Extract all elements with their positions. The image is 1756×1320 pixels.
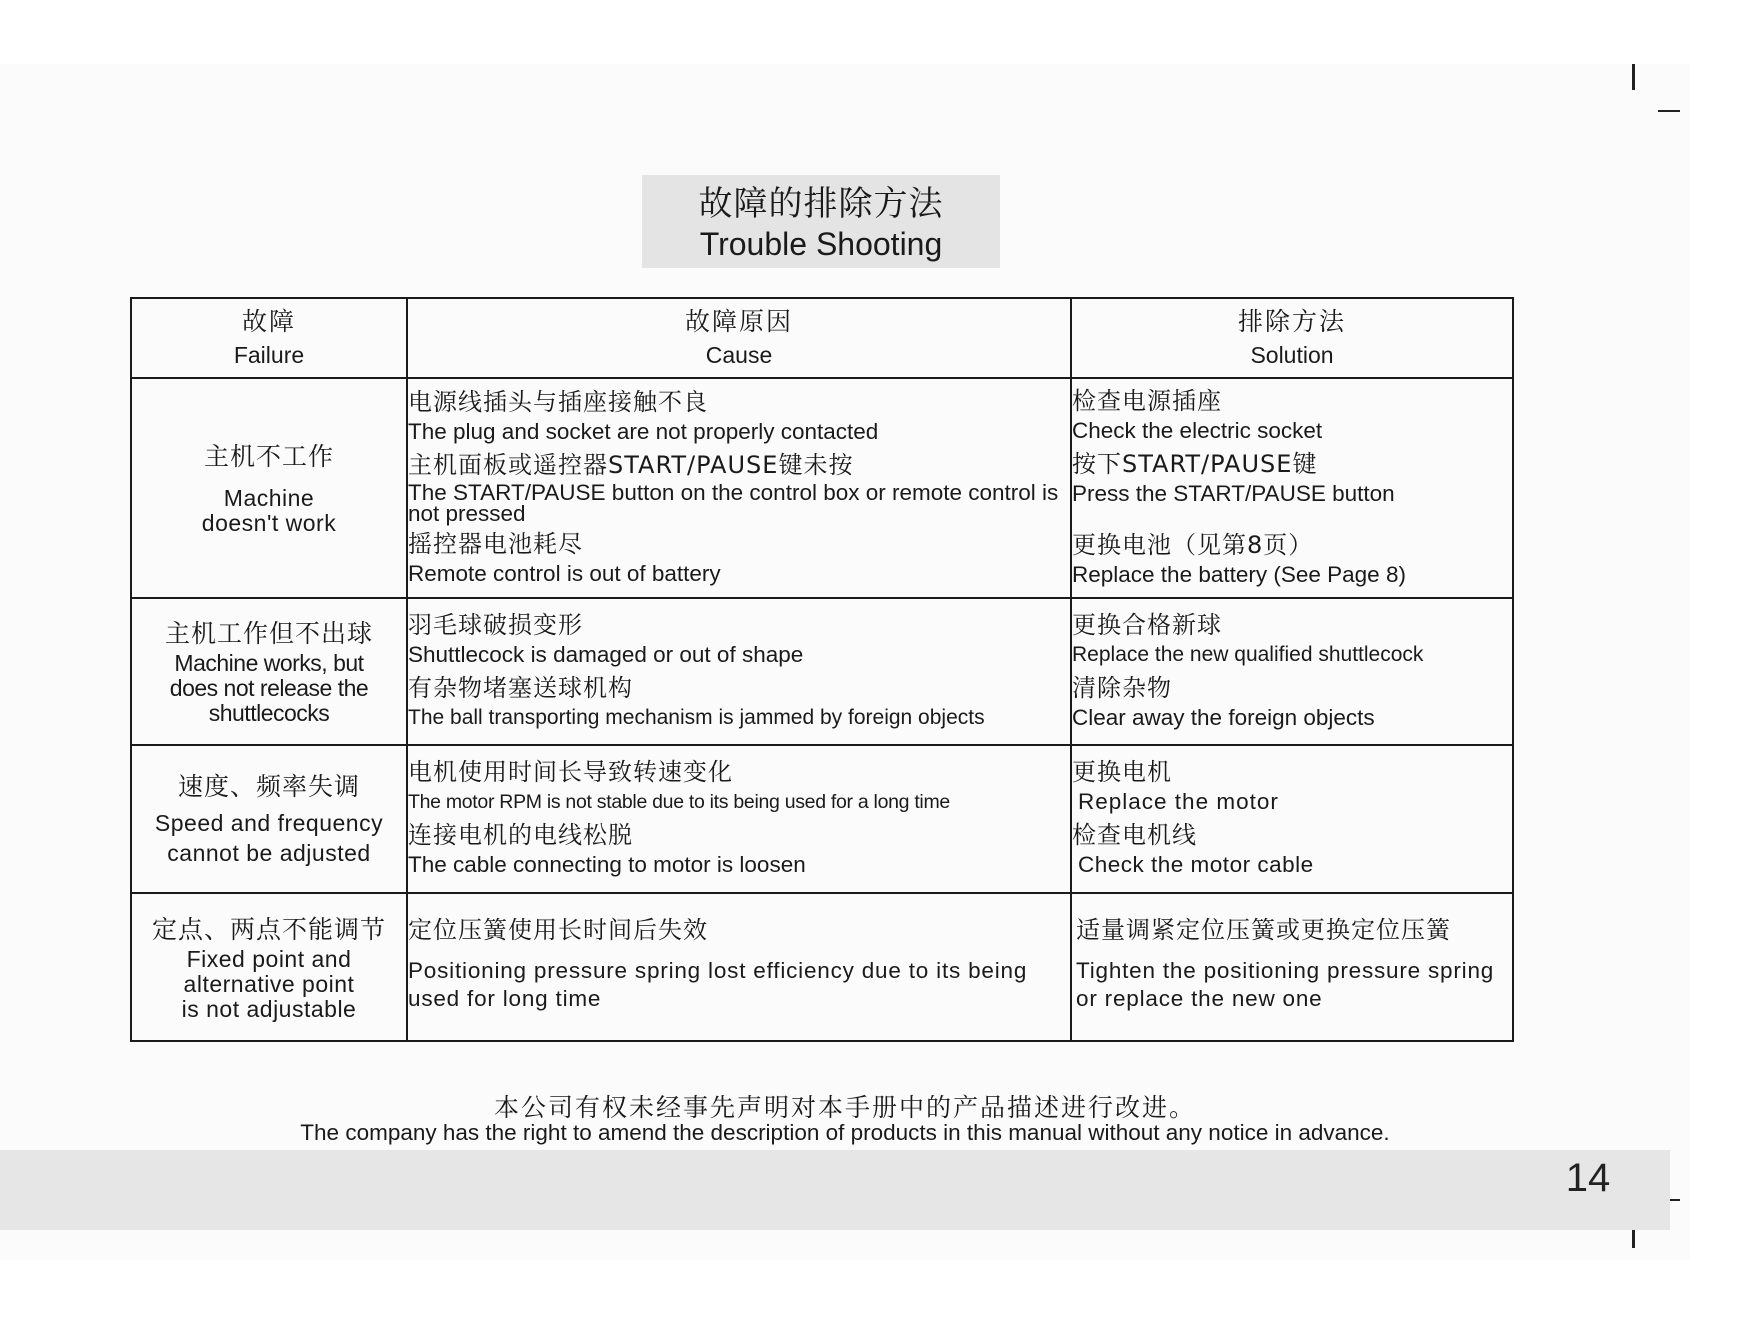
solution-en: Replace the battery (See Page 8) (1072, 561, 1406, 587)
solution-zh: 按下START/PAUSE键 (1072, 449, 1318, 478)
header-failure (131, 298, 407, 378)
failure-en-line: alternative point (183, 970, 355, 997)
cause-zh: 电源线插头与插座接触不良 (408, 387, 708, 416)
solution-zh: 检查电源插座 (1072, 386, 1222, 415)
footer-band (0, 1150, 1670, 1230)
solution-zh: 适量调紧定位压簧或更换定位压簧 (1076, 916, 1451, 944)
page-title (642, 175, 1000, 268)
cause-zh: 有杂物堵塞送球机构 (408, 673, 633, 702)
solution-cell (1071, 745, 1513, 893)
cause-en: Remote control is out of battery (408, 560, 721, 586)
solution-cell (1071, 893, 1513, 1041)
failure-en-line: Fixed point and (186, 945, 352, 972)
failure-zh: 定点、两点不能调节 (151, 914, 386, 944)
cause-zh: 电机使用时间长导致转速变化 (408, 758, 733, 786)
solution-zh: 清除杂物 (1072, 673, 1172, 702)
failure-zh: 主机工作但不出球 (164, 619, 373, 648)
failure-zh: 速度、频率失调 (177, 772, 360, 801)
solution-cell (1071, 598, 1513, 745)
failure-zh: 主机不工作 (203, 442, 334, 471)
header-cause-en: Cause (705, 342, 773, 368)
cause-zh: 摇控器电池耗尽 (408, 529, 583, 558)
crop-mark-top-horizontal (1658, 110, 1680, 112)
cause-zh: 主机面板或遥控器START/PAUSE键未按 (408, 450, 854, 479)
table-row (131, 598, 1513, 745)
failure-en-line: doesn't work (201, 510, 337, 536)
solution-en: Replace the motor (1078, 789, 1279, 814)
header-solution-en: Solution (1250, 342, 1334, 368)
troubleshooting-table (130, 297, 1514, 1042)
failure-en-line: Machine works, but (174, 650, 364, 676)
solution-cell (1071, 378, 1513, 598)
cause-zh: 羽毛球破损变形 (408, 610, 583, 639)
cause-en: The START/PAUSE button on the control box or remote control is not pressed (408, 479, 1059, 526)
failure-en-line: does not release the (169, 675, 369, 701)
footnote-en: The company has the right to amend the description of products in this manual without any notice in advance. (300, 1120, 1390, 1145)
cause-en: Positioning pressure spring lost efficiency due to its being used for long time (408, 958, 1028, 1011)
page-title-zh: 故障的排除方法 (698, 184, 944, 224)
solution-zh: 更换电池（见第8页） (1072, 530, 1314, 559)
table-row (131, 893, 1513, 1041)
cause-cell (407, 893, 1071, 1041)
table-row (131, 745, 1513, 893)
failure-cell (131, 598, 407, 745)
solution-zh: 检查电机线 (1072, 821, 1197, 849)
solution-zh: 更换电机 (1072, 758, 1172, 786)
cause-en: The ball transporting mechanism is jammed by foreign objects (408, 705, 985, 729)
cause-en: The plug and socket are not properly contacted (408, 418, 879, 444)
solution-en: Tighten the positioning pressure spring or replace the new one (1076, 958, 1495, 1011)
solution-en: Check the motor cable (1078, 852, 1314, 877)
solution-en: Clear away the foreign objects (1072, 704, 1375, 730)
page-number: 14 (1565, 1156, 1611, 1200)
failure-cell (131, 893, 407, 1041)
cause-zh: 连接电机的电线松脱 (408, 821, 633, 849)
footnote-zh: 本公司有权未经事先声明对本手册中的产品描述进行改进。 (493, 1093, 1196, 1122)
header-cause (407, 298, 1071, 378)
failure-en-line: Speed and frequency (154, 810, 384, 836)
table-row (131, 378, 1513, 598)
failure-cell (131, 745, 407, 893)
failure-cell (131, 378, 407, 598)
failure-en-line: shuttlecocks (208, 700, 330, 726)
header-solution-zh: 排除方法 (1237, 307, 1346, 336)
solution-zh: 更换合格新球 (1072, 610, 1222, 639)
crop-mark-top-vertical (1632, 64, 1635, 90)
header-failure-zh: 故障 (241, 307, 296, 336)
failure-en-line: cannot be adjusted (167, 840, 371, 866)
header-failure-en: Failure (233, 342, 305, 368)
failure-en-line: Machine (223, 485, 315, 511)
header-cause-zh: 故障原因 (684, 307, 793, 336)
solution-en: Check the electric socket (1072, 417, 1323, 443)
cause-en: The cable connecting to motor is loosen (408, 852, 806, 877)
failure-en-line: is not adjustable (181, 995, 357, 1022)
cause-zh: 定位压簧使用长时间后失效 (408, 916, 708, 944)
solution-en: Replace the new qualified shuttlecock (1072, 642, 1424, 666)
cause-cell (407, 745, 1071, 893)
page-title-en: Trouble Shooting (699, 226, 943, 262)
cause-cell (407, 378, 1071, 598)
cause-cell (407, 598, 1071, 745)
header-solution (1071, 298, 1513, 378)
cause-en: The motor RPM is not stable due to its being used for a long time (408, 791, 950, 813)
table-header-row (131, 298, 1513, 378)
solution-en: Press the START/PAUSE button (1072, 480, 1395, 506)
cause-en: Shuttlecock is damaged or out of shape (408, 641, 804, 667)
